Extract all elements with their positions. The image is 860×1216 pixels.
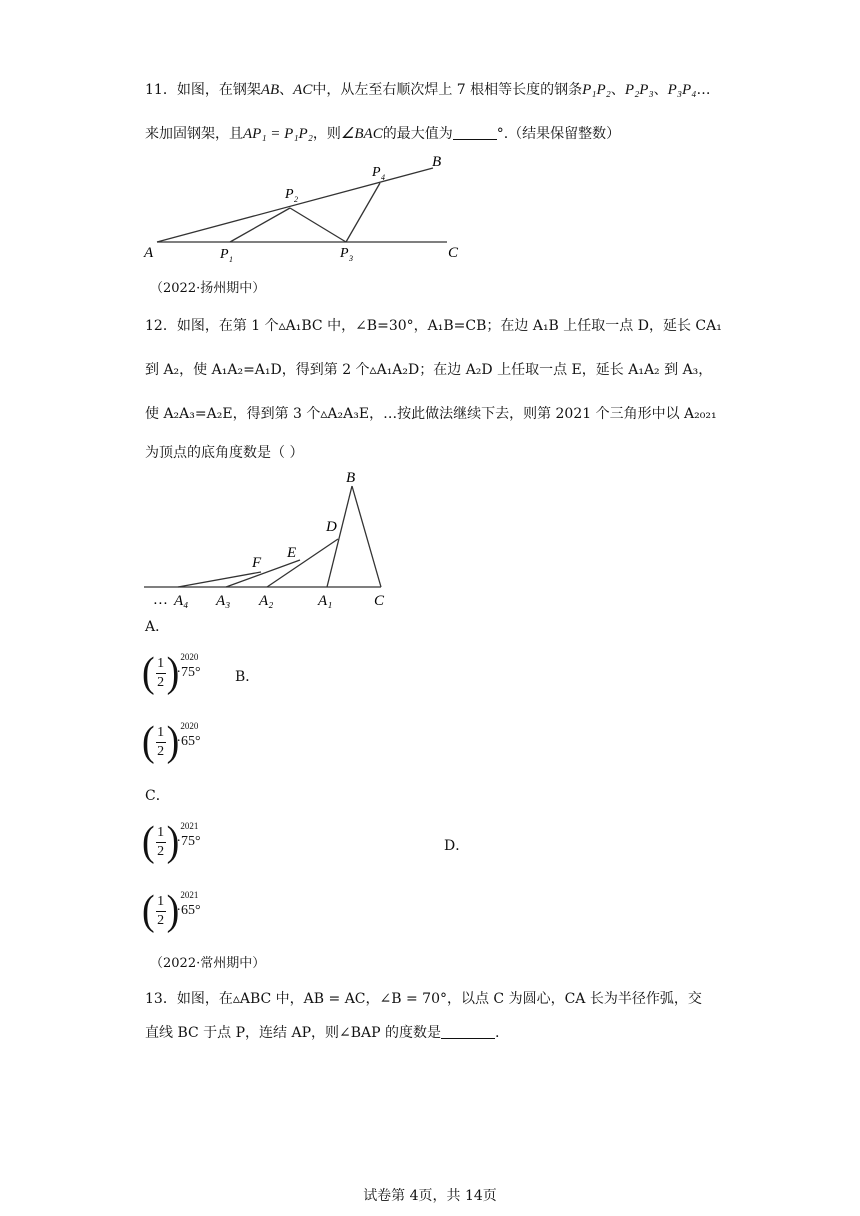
q12-line1: 12．如图，在第 1 个▵A₁BC 中，∠B=30°，A₁B=CB；在边 A₁B 上任取一点 D，延长 CA₁ xyxy=(145,318,722,334)
label-d: D xyxy=(326,519,337,535)
label-a4: A₄ xyxy=(174,593,189,609)
label-p4: P xyxy=(372,165,381,180)
source-tag: （2022·扬州期中） xyxy=(150,281,266,296)
bar-p3p4 xyxy=(346,183,380,242)
label-p1: P xyxy=(220,247,229,262)
q12-line3: 使 A₂A₃=A₂E，得到第 3 个▵A₂A₃E，…按此做法继续下去，则第 2021 个三角形中以 A₂₀₂₁ xyxy=(145,406,717,422)
label-dots: … xyxy=(154,592,168,608)
label-p4-sub: 4 xyxy=(381,173,385,182)
line-a4f xyxy=(178,572,261,587)
option-a-label: A． xyxy=(145,619,170,635)
answer-blank xyxy=(453,125,497,140)
q12-figure xyxy=(140,466,400,611)
option-a-expression: ( 1 2 ) 2020 ·75° xyxy=(142,649,201,697)
bar-p1p2 xyxy=(230,208,290,242)
label-f: F xyxy=(252,555,262,571)
option-b-label: B． xyxy=(235,669,260,685)
label-a: A xyxy=(144,245,154,261)
label-b: B xyxy=(432,154,442,170)
line-a3e xyxy=(226,560,300,587)
option-b-expression: ( 1 2 ) 2020 ·65° xyxy=(142,718,201,766)
label-c: C xyxy=(374,593,385,609)
label-p3: P xyxy=(340,246,349,261)
q11-line2: 来加固钢架，且AP₁ = P₁P₂，则∠BAC的最大值为 °.（结果保留整数） xyxy=(145,126,621,142)
option-c-expression: ( 1 2 ) 2021 ·75° xyxy=(142,818,201,866)
line-a1b xyxy=(327,486,352,587)
label-p3-sub: 3 xyxy=(349,254,353,263)
label-p2: P xyxy=(285,187,294,202)
label-a1: A₁ xyxy=(318,593,333,609)
label-p2-sub: 2 xyxy=(294,195,298,204)
bar-p2p3 xyxy=(290,208,346,242)
label-p1-sub: 1 xyxy=(229,255,233,264)
q12-line4: 为顶点的底角度数是（ ） xyxy=(145,445,304,461)
label-c: C xyxy=(448,245,459,261)
option-d-label: D． xyxy=(444,838,470,854)
q11-figure xyxy=(140,150,480,270)
option-c-label: C． xyxy=(145,788,170,804)
label-a2: A₂ xyxy=(259,593,274,609)
q12-line2: 到 A₂，使 A₁A₂=A₁D，得到第 2 个▵A₁A₂D；在边 A₂D 上任取一点 E，延长 A₁A₂ 到 A₃， xyxy=(145,362,713,378)
page-footer: 试卷第 4页，共 14页 xyxy=(363,1188,497,1204)
label-e: E xyxy=(287,545,297,561)
source-tag: （2022·常州期中） xyxy=(150,956,266,971)
line-a2d xyxy=(267,539,338,587)
answer-blank xyxy=(441,1024,495,1039)
label-b: B xyxy=(346,470,356,486)
q11-line1: 11．如图，在钢架AB、AC中，从左至右顺次焊上 7 根相等长度的钢条P₁P₂、P₂P₃、P₃P₄… xyxy=(145,82,711,98)
line-ab xyxy=(157,168,433,242)
q13-line2: 直线 BC 于点 P，连结 AP，则∠BAP 的度数是 . xyxy=(145,1025,500,1041)
option-d-expression: ( 1 2 ) 2021 ·65° xyxy=(142,887,201,935)
q13-line1: 13．如图，在▵ABC 中，AB = AC，∠B = 70°，以点 C 为圆心，CA 长为半径作弧，交 xyxy=(145,991,702,1007)
label-a3: A₃ xyxy=(216,593,231,609)
line-bc xyxy=(352,486,381,587)
